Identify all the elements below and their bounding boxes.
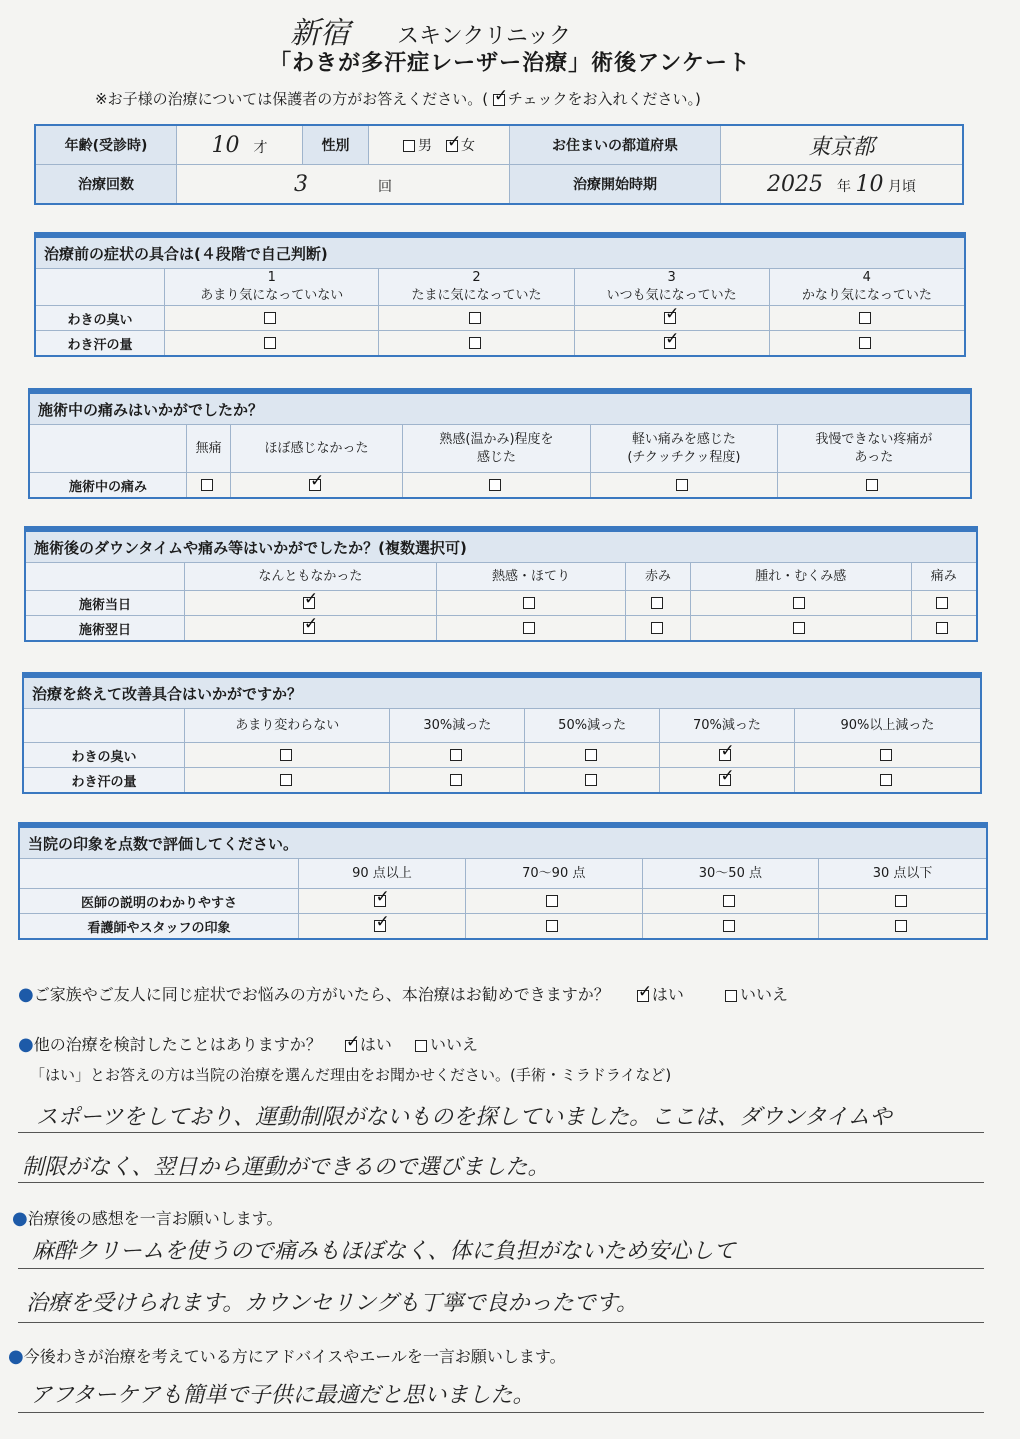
checkbox[interactable] (450, 774, 462, 786)
row-label: わき汗の量 (35, 331, 165, 357)
answer-rule (18, 1182, 984, 1183)
checkbox[interactable] (489, 479, 501, 491)
blank-cell (25, 563, 185, 591)
checkbox[interactable] (676, 479, 688, 491)
note-prefix: ※お子様の治療については保護者の方がお答えください。( (95, 90, 489, 108)
question-text: 治療後の感想を一言お願いします。 (27, 1209, 283, 1228)
pref-value: 東京都 (808, 134, 875, 160)
month-unit: 月頃 (887, 178, 916, 195)
count-label: 治療回数 (35, 165, 177, 205)
count-unit: 回 (378, 178, 392, 195)
bullet-icon: ● (18, 1034, 34, 1055)
checkbox[interactable] (585, 774, 597, 786)
bullet-icon: ● (12, 1208, 28, 1229)
col-header: 熟感(温かみ)程度を 感じた (402, 425, 590, 473)
question-other-treatment (18, 1032, 478, 1055)
checkbox-checked[interactable] (664, 312, 676, 324)
row-label: わき汗の量 (23, 768, 185, 794)
checkbox[interactable] (859, 312, 871, 324)
checkbox[interactable] (936, 622, 948, 634)
no-checkbox[interactable] (415, 1040, 427, 1052)
blank-cell (23, 709, 185, 743)
checkbox[interactable] (793, 622, 805, 634)
col-header: あまり変わらない (185, 709, 390, 743)
instruction-note (95, 88, 701, 109)
checkbox[interactable] (866, 479, 878, 491)
month-value: 10 (855, 171, 884, 197)
checkbox-checked[interactable] (303, 597, 315, 609)
no-checkbox[interactable] (725, 990, 737, 1002)
clinic-suffix: スキンクリニック (397, 24, 572, 49)
section-title: 施術後のダウンタイムや痛み等はいかがでしたか？(複数選択可) (25, 529, 977, 563)
checkbox-checked[interactable] (303, 622, 315, 634)
bullet-icon: ● (8, 1346, 24, 1367)
col-header: 70〜90 点 (465, 859, 642, 889)
yes-checkbox[interactable] (637, 990, 649, 1002)
row-label: わきの臭い (23, 743, 185, 768)
col-header: 90%以上減った (794, 709, 981, 743)
question-impression (12, 1206, 282, 1229)
question-text: 今後わきが治療を考えている方にアドバイスやエールを一言お願いします。 (23, 1347, 566, 1366)
checkbox[interactable] (546, 920, 558, 932)
col-header: 軽い痛みを感じた (チクッチクッ程度) (591, 425, 778, 473)
checkbox[interactable] (523, 622, 535, 634)
question-sub: 「はい」とお答えの方は当院の治療を選んだ理由をお聞かせください。(手術・ミラドライなど) (30, 1066, 672, 1084)
question-recommend (18, 982, 788, 1005)
section-rating (18, 822, 988, 940)
yes-label: はい (651, 985, 684, 1004)
yes-checkbox[interactable] (345, 1040, 357, 1052)
note-suffix: チェックをお入れください。) (507, 90, 701, 108)
blank-cell (19, 859, 299, 889)
row-label: 施術中の痛み (29, 473, 187, 499)
start-label: 治療開始時期 (510, 165, 721, 205)
checkbox[interactable] (264, 312, 276, 324)
checkbox[interactable] (201, 479, 213, 491)
checkbox[interactable] (895, 920, 907, 932)
row-label: 看護師やスタッフの印象 (19, 914, 299, 940)
checkbox[interactable] (523, 597, 535, 609)
checkbox[interactable] (880, 774, 892, 786)
row-label: 医師の説明のわかりやすさ (19, 889, 299, 914)
blank-cell (29, 425, 187, 473)
sex-label: 性別 (303, 125, 369, 165)
col-header: 90 点以上 (299, 859, 466, 889)
col-header: 50%減った (525, 709, 660, 743)
checkbox[interactable] (280, 749, 292, 761)
male-checkbox[interactable] (403, 140, 415, 152)
checkbox-checked[interactable] (309, 479, 321, 491)
question-text: ご家族やご友人に同じ症状でお悩みの方がいたら、本治療はお勧めできますか？ (33, 985, 610, 1004)
section-title: 当院の印象を点数で評価してください。 (19, 825, 987, 859)
section-pain-during (28, 388, 972, 499)
age-value: 10 (211, 132, 240, 158)
section-title: 施術中の痛みはいかがでしたか？ (29, 391, 971, 425)
blank-cell (35, 269, 165, 306)
start-field[interactable] (721, 165, 964, 205)
bullet-icon: ● (18, 984, 34, 1005)
section-symptoms (34, 232, 966, 357)
checkbox[interactable] (723, 920, 735, 932)
answer-rule (18, 1322, 984, 1323)
year-value: 2025 (767, 171, 824, 197)
col-header: 我慢できない疼痛が あった (777, 425, 971, 473)
col-header: ほぼ感じなかった (231, 425, 403, 473)
answer-line[interactable]: スポーツをしており、運動制限がないものを探していました。ここは、ダウンタイムや (36, 1105, 892, 1130)
col-header: 1 あまり気になっていない (165, 269, 379, 306)
answer-line[interactable]: アフターケアも簡単で子供に最適だと思いました。 (30, 1383, 535, 1408)
checkbox[interactable] (585, 749, 597, 761)
checkbox[interactable] (859, 337, 871, 349)
checkbox[interactable] (546, 895, 558, 907)
answer-rule (18, 1268, 984, 1269)
count-value: 3 (294, 171, 308, 197)
col-header: 無痛 (187, 425, 231, 473)
no-label: いいえ (429, 1035, 478, 1054)
yes-label: はい (359, 1035, 392, 1054)
answer-line[interactable]: 制限がなく、翌日から運動ができるので選びました。 (22, 1155, 550, 1180)
col-header: 痛み (911, 563, 977, 591)
male-label: 男 (418, 138, 432, 154)
col-header: 4 かなり気になっていた (769, 269, 965, 306)
row-label: わきの臭い (35, 306, 165, 331)
answer-line[interactable]: 治療を受けられます。カウンセリングも丁寧で良かったです。 (26, 1291, 639, 1316)
col-header: 腫れ・むくみ感 (690, 563, 911, 591)
checkbox-checked[interactable] (719, 749, 731, 761)
year-unit: 年 (837, 178, 852, 195)
col-header: 30 点以下 (819, 859, 987, 889)
checkbox-example (493, 94, 505, 106)
answer-rule (18, 1132, 984, 1133)
checkbox[interactable] (280, 774, 292, 786)
section-title: 治療前の症状の具合は(４段階で自己判断) (35, 235, 965, 269)
col-header: 30〜50 点 (642, 859, 819, 889)
sex-field[interactable] (369, 125, 510, 165)
col-header: なんともなかった (185, 563, 437, 591)
answer-line[interactable]: 麻酔クリームを使うので痛みもほぼなく、体に負担がないため安心して (32, 1239, 736, 1264)
checkbox[interactable] (651, 597, 663, 609)
checkbox[interactable] (651, 622, 663, 634)
col-header: 70%減った (660, 709, 795, 743)
checkbox-checked[interactable] (374, 895, 386, 907)
col-header: 3 いつも気になっていた (574, 269, 769, 306)
checkbox[interactable] (793, 597, 805, 609)
checkbox[interactable] (264, 337, 276, 349)
col-header: 赤み (626, 563, 691, 591)
question-advice (8, 1344, 566, 1367)
pref-label: お住まいの都道府県 (510, 125, 721, 165)
col-header: 30%減った (390, 709, 525, 743)
count-field[interactable] (177, 165, 510, 205)
answer-rule (18, 1412, 984, 1413)
checkbox[interactable] (469, 312, 481, 324)
checkbox[interactable] (723, 895, 735, 907)
age-label: 年齢(受診時) (35, 125, 177, 165)
checkbox[interactable] (469, 337, 481, 349)
female-label: 女 (461, 138, 475, 154)
checkbox-checked[interactable] (664, 337, 676, 349)
checkbox[interactable] (895, 895, 907, 907)
col-header: 2 たまに気になっていた (379, 269, 574, 306)
female-checkbox[interactable] (446, 140, 458, 152)
age-unit: 才 (253, 139, 268, 156)
col-header: 熱感・ほてり (436, 563, 625, 591)
page-title: 「わきが多汗症レーザー治療」術後アンケート (269, 51, 751, 76)
checkbox[interactable] (936, 597, 948, 609)
pref-field[interactable] (721, 125, 964, 165)
checkbox-checked[interactable] (719, 774, 731, 786)
checkbox-checked[interactable] (374, 920, 386, 932)
row-label: 施術当日 (25, 591, 185, 616)
section-title: 治療を終えて改善具合はいかがですか？ (23, 675, 981, 709)
row-label: 施術翌日 (25, 616, 185, 642)
patient-info-table (34, 124, 964, 205)
section-improvement (22, 672, 982, 794)
question-text: 他の治療を検討したことはありますか？ (33, 1035, 322, 1054)
age-field[interactable] (177, 125, 303, 165)
clinic-handwritten: 新宿 (290, 16, 350, 51)
no-label: いいえ (739, 985, 788, 1004)
checkbox[interactable] (880, 749, 892, 761)
section-downtime (24, 526, 978, 642)
checkbox[interactable] (450, 749, 462, 761)
